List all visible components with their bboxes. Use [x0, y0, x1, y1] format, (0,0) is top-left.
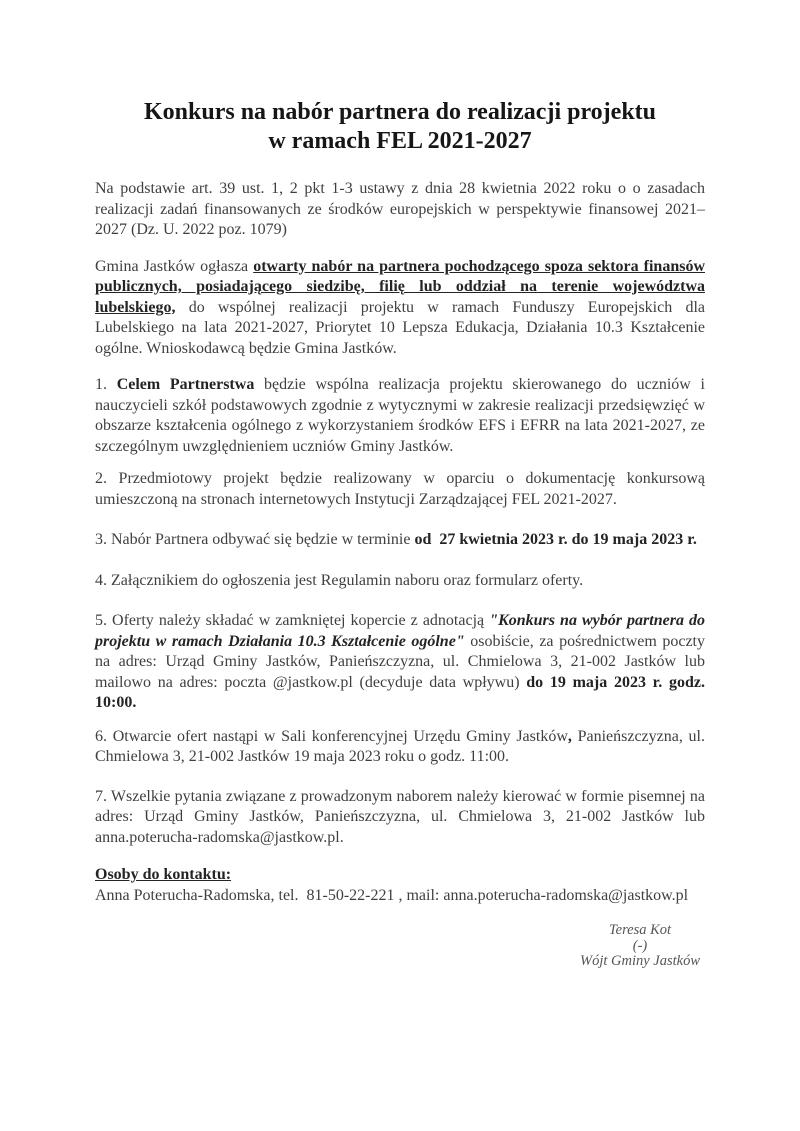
title-line-2: w ramach FEL 2021-2027 [268, 128, 532, 154]
contact-heading-label: Osoby do kontaktu: [95, 866, 232, 883]
signature-mark: (-) [632, 937, 648, 954]
numbered-item-3 [95, 530, 705, 551]
legal-basis-paragraph: Na podstawie art. 39 ust. 1, 2 pkt 1-3 ustawy z dnia 28 kwietnia 2022 roku o o zasadach realizacji zadań finansowanych ze środków europejskich w perspektywie finansowej 2021–2027 (Dz. U. 2022 poz. 1079) [95, 180, 705, 238]
item-6-bold-comma: , [567, 727, 572, 745]
item-6-text-2: Panieńszczyzna, ul. Chmielowa 3, 21-002 Jastków 19 maja 2023 roku o godz. 11:00. [95, 727, 706, 765]
item-3-deadline: od 27 kwietnia 2023 r. do 19 maja 2023 r. [414, 531, 697, 548]
signature-block [540, 923, 740, 970]
numbered-item-4: 4. Załącznikiem do ogłoszenia jest Regulamin naboru oraz formularz oferty. [95, 571, 584, 589]
item-1-text: będzie wspólna realizacja projektu skierowanego do uczniów i nauczycieli szkół podstawowych zgodnie z wytycznymi w zakresie realizacji przedsięwzięć w obszarze kształcenia ogólnego z wykorzystaniem środków EFS i EFRR na lata 2021-2027, ze szczególnym uwzględnieniem uczniów Gminy Jastków. [95, 376, 705, 455]
contact-person-line: Anna Poterucha-Radomska, tel. 81-50-22-221 , mail: anna.poterucha-radomska@jastkow.pl [95, 886, 689, 904]
numbered-item-1 [95, 375, 705, 457]
announcement-highlight: otwarty nabór na partnera pochodzącego spoza sektora finansów publicznych, posiadającego siedzibę, filię lub oddział na terenie województwa lubelskiego, [95, 257, 706, 316]
announcement-prefix: Gmina Jastków ogłasza [95, 257, 254, 275]
announcement-suffix: do wspólnej realizacji projektu w ramach Funduszy Europejskich dla Lubelskiego na lata 2021-2027, Priorytet 10 Lepsza Edukacja, Działania 10.3 Kształcenie ogólne. Wnioskodawcą będzie Gmina Jastków. [95, 298, 705, 357]
document-title [95, 98, 705, 156]
numbered-item-5 [95, 611, 705, 714]
signature-role: Wójt Gminy Jastków [579, 953, 700, 969]
numbered-item-2: 2. Przedmiotowy projekt będzie realizowany w oparciu o dokumentację konkursową umieszczoną na stronach internetowych Instytucji Zarządzającej FEL 2021-2027. [95, 470, 705, 508]
announcement-paragraph [95, 257, 705, 360]
item-5-deadline: do 19 maja 2023 r. godz. 10:00. [95, 673, 706, 711]
item-1-number: 1. [95, 376, 117, 393]
item-5-text-2: osobiście, za pośrednictwem poczty na adres: Urząd Gminy Jastków, Panieńszczyzna, ul. Chmielowa 3, 21-002 Jastków lub mailowo na adres: poczta @jastkow.pl (decyduje data wpływu) [95, 632, 706, 691]
title-line-1: Konkurs na nabór partnera do realizacji projektu [143, 99, 657, 125]
item-5-text-1: 5. Oferty należy składać w zamkniętej kopercie z adnotacją [95, 612, 490, 629]
item-3-text: 3. Nabór Partnera odbywać się będzie w terminie [95, 531, 415, 548]
item-6-text-1: 6. Otwarcie ofert nastąpi w Sali konferencyjnej Urzędu Gminy Jastków [95, 727, 568, 745]
item-1-lead: Celem Partnerstwa [116, 376, 255, 393]
item-5-annotation: "Konkurs na wybór partnera do projektu w ramach Działania 10.3 Kształcenie ogólne" [95, 612, 706, 650]
signature-name: Teresa Kot [608, 922, 672, 938]
numbered-item-7: 7. Wszelkie pytania związane z prowadzonym naborem należy kierować w formie pisemnej na adres: Urząd Gminy Jastków, Panieńszczyzna, ul. Chmielowa 3, 21-002 Jastków lub anna.poterucha-radomska@jastkow.pl. [95, 787, 705, 846]
numbered-item-6 [95, 727, 705, 768]
contact-heading [95, 865, 705, 886]
